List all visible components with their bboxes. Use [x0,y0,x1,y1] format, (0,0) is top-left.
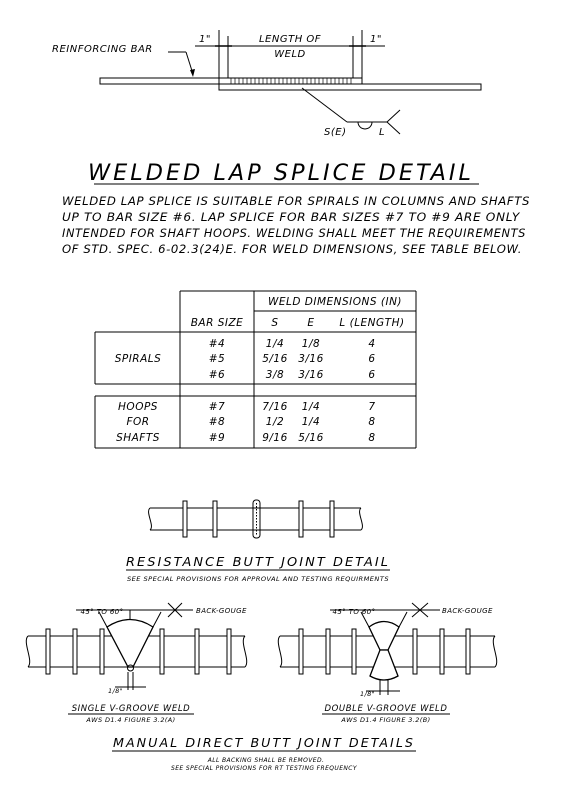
table-cell: 3/8 [265,369,285,381]
table-cell: #8 [208,416,226,428]
bar-rib [440,629,444,674]
table-cell: 6 [368,369,376,381]
table-row [209,432,376,444]
bar-rib [413,629,417,674]
table-row [209,416,376,428]
fillet-weld-symbol [358,122,372,129]
bar-rib [213,501,217,537]
bar-rib [195,629,199,674]
double-v-groove-diagram [278,603,496,724]
bar-rib [227,629,231,674]
table-cell: 7/16 [262,401,288,413]
single-v-weld [107,620,153,668]
manual-note-backing: ALL BACKING SHALL BE REMOVED. [207,757,325,764]
bar-rib [299,629,303,674]
resistance-title: RESISTANCE BUTT JOINT DETAIL [126,554,390,569]
table-cell: 3/16 [298,369,324,381]
bar-rib [466,629,470,674]
double-v-weld-bottom [370,650,398,680]
weld-length-label: L [379,127,386,138]
weld-dimensions-header: WELD DIMENSIONS (IN) [267,296,403,308]
weld-hatch [231,78,351,84]
table-cell: 1/4 [265,338,285,350]
table-row [209,369,376,381]
table-row [209,353,376,365]
table-cell: #9 [208,432,226,444]
bar-rib [46,629,50,674]
description-line: OF STD. SPEC. 6-02.3(24)E. FOR WELD DIMENSIONS, SEE TABLE BELOW. [62,242,522,256]
column-header-l: L (LENGTH) [339,317,405,329]
single-v-groove-diagram [26,603,247,724]
double-v-groove-ref: AWS D1.4 FIGURE 3.2(B) [341,716,431,724]
column-header-e: E [307,317,315,329]
single-back-gouge-label: BACK-GOUGE [196,607,247,615]
double-angle-label: 45° TO 60° [332,608,376,616]
reinforcing-bar-label: REINFORCING BAR [52,44,153,55]
weld-label: WELD [274,49,306,60]
lap-splice-title: WELDED LAP SPLICE DETAIL [88,161,474,186]
bar-rib [73,629,77,674]
table-cell: 9/16 [262,432,288,444]
dimension-1in-right: 1" [370,34,382,45]
resistance-note: SEE SPECIAL PROVISIONS FOR APPROVAL AND TESTING REQUIRMENTS [127,576,389,583]
length-of-label: LENGTH OF [258,34,322,45]
table-cell: 1/4 [301,401,321,413]
group-label-spirals: SPIRALS [114,353,162,365]
table-cell: 1/2 [265,416,285,428]
table-cell: #7 [208,401,226,413]
lower-reinforcing-bar [219,84,481,90]
resistance-butt-joint-diagram [126,500,390,583]
manual-butt-joint-title: MANUAL DIRECT BUTT JOINT DETAILS [113,735,415,750]
table-cell: 7 [368,401,376,413]
table-row [209,338,376,350]
description-line: UP TO BAR SIZE #6. LAP SPLICE FOR BAR SIZES #7 TO #9 ARE ONLY [62,210,521,224]
description-line: WELDED LAP SPLICE IS SUITABLE FOR SPIRALS IN COLUMNS AND SHAFTS [62,194,530,208]
single-gap-label: 1/8" [108,687,124,695]
bar-rib [100,629,104,674]
double-v-groove-title: DOUBLE V-GROOVE WELD [324,704,448,714]
column-header-s: S [271,317,279,329]
table-cell: 5/16 [298,432,324,444]
table-cell: 1/8 [301,338,321,350]
manual-note-rt-testing: SEE SPECIAL PROVISIONS FOR RT TESTING FREQUENCY [171,765,357,772]
table-cell: 4 [368,338,376,350]
table-cell: #5 [208,353,226,365]
bar-rib [299,501,303,537]
group-label-hoops: HOOPS [118,401,158,413]
bar-rib [160,629,164,674]
double-v-weld-top [369,622,399,651]
table-row [209,401,376,413]
table-cell: 6 [368,353,376,365]
table-cell: 8 [368,432,376,444]
description-line: INTENDED FOR SHAFT HOOPS. WELDING SHALL MEET THE REQUIREMENTS [62,226,526,240]
bar-rib [330,501,334,537]
weld-dimensions-table [95,291,416,448]
table-cell: 5/16 [262,353,288,365]
group-label-for: FOR [126,416,150,428]
table-cell: 8 [368,416,376,428]
column-header-bar-size: BAR SIZE [190,317,244,329]
single-v-groove-title: SINGLE V-GROOVE WELD [71,704,191,714]
dimension-1in-left: 1" [199,34,211,45]
lap-splice-diagram [52,30,481,138]
single-angle-label: 45° TO 60° [80,608,124,616]
table-cell: 1/4 [301,416,321,428]
double-back-gouge-label: BACK-GOUGE [442,607,493,615]
bar-rib [326,629,330,674]
table-cell: 3/16 [298,353,324,365]
weld-size-label: S(E) [324,127,347,138]
table-cell: #6 [208,369,226,381]
bar-rib [183,501,187,537]
double-gap-label: 1/8" [360,690,376,698]
table-cell: #4 [208,338,226,350]
lap-splice-description [62,194,530,256]
group-label-shafts: SHAFTS [116,432,160,444]
single-v-groove-ref: AWS D1.4 FIGURE 3.2(A) [86,716,176,724]
bar-rib [352,629,356,674]
